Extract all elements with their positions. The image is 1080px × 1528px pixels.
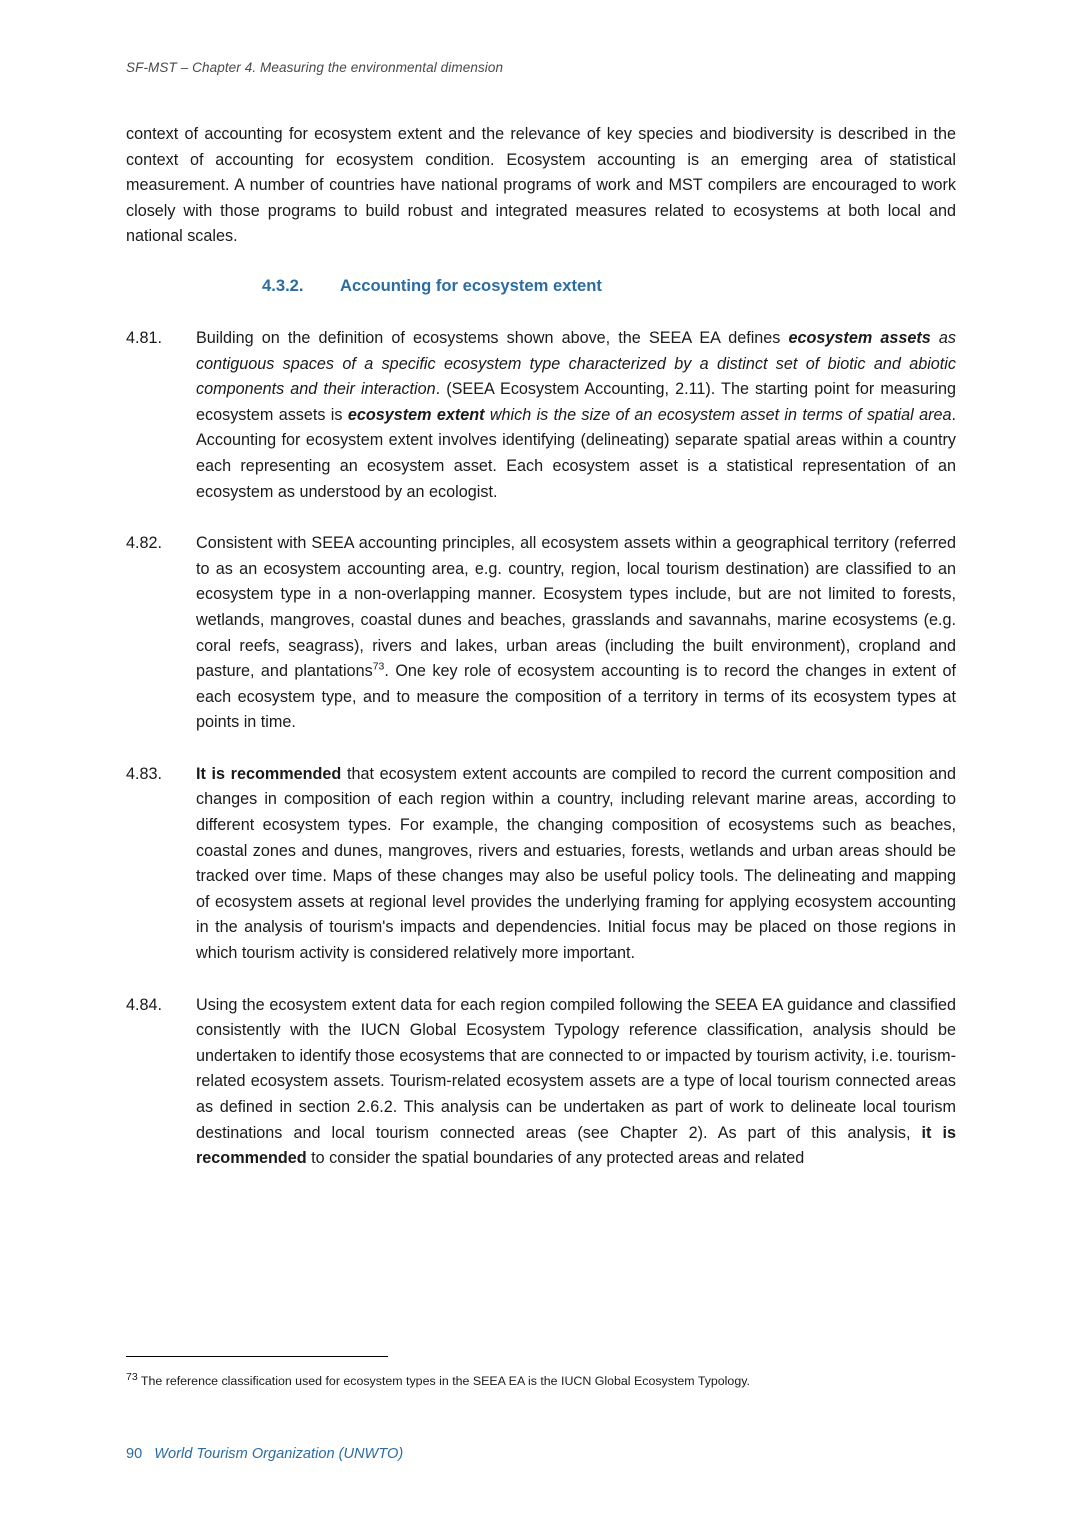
- running-header: SF-MST – Chapter 4. Measuring the environmental dimension: [126, 60, 504, 75]
- paragraph-4-81: [126, 326, 956, 505]
- section-title: Accounting for ecosystem extent: [340, 275, 602, 295]
- paragraph-4-84: [126, 993, 956, 1172]
- paragraph-number: 4.83.: [126, 764, 163, 783]
- paragraph-number: 4.81.: [126, 328, 163, 347]
- paragraph-4-83: [126, 762, 956, 967]
- organization-name: World Tourism Organization (UNWTO): [154, 1446, 404, 1462]
- section-number: 4.3.2.: [262, 275, 304, 295]
- section-heading: [126, 276, 956, 296]
- paragraph-number: 4.84.: [126, 995, 163, 1014]
- footnote-separator: [126, 1356, 388, 1357]
- footnote-73: [126, 1370, 956, 1390]
- paragraph-body: Consistent with SEEA accounting principles, all ecosystem assets within a geographical territory (referred to as an ecosystem accounting area, e.g. country, region, local tourism destination) are classified to an ecosystem type in a non-overlapping manner. Ecosystem types include, but are not limited to forests, wetlands, mangroves, coastal dunes and beaches, grasslands and savannahs, marine ecosystems (e.g. coral reefs, seagrass), rivers and lakes, urban areas (including the built environment), cropland and pasture, and plantations$^{73}$. One key role of ecosystem accounting is to record the changes in extent of each ecosystem type, and to measure the composition of a territory in terms of its ecosystem types at points in time.: [196, 534, 956, 732]
- paragraph-body: Building on the definition of ecosystems shown above, the SEEA EA defines ecosystem assets as contiguous spaces of a specific ecosystem type characterized by a distinct set of biotic and abiotic components and their interaction. (SEEA Ecosystem Accounting, 2.11). The starting point for measuring ecosystem assets is ecosystem extent which is the size of an ecosystem asset in terms of spatial area. Accounting for ecosystem extent involves identifying (delineating) separate spatial areas within a country each representing an ecosystem asset. Each ecosystem asset is a statistical representation of an ecosystem as understood by an ecologist.: [196, 328, 956, 501]
- page-footer: [126, 1446, 403, 1462]
- paragraph-4-82: [126, 531, 956, 736]
- paragraph-body: Using the ecosystem extent data for each region compiled following the SEEA EA guidance and classified consistently with the IUCN Global Ecosystem Typology reference classification, analysis should be undertaken to identify those ecosystems that are connected to or impacted by tourism activity, i.e. tourism-related ecosystem assets. Tourism-related ecosystem assets are a type of local tourism connected areas as defined in section 2.6.2. This analysis can be undertaken as part of work to delineate local tourism destinations and local tourism connected areas (see Chapter 2). As part of this analysis, it is recommended to consider the spatial boundaries of any protected areas and related: [196, 995, 956, 1168]
- footnote-marker: 73: [126, 1370, 138, 1383]
- paragraph-number: 4.82.: [126, 534, 163, 553]
- page-content: [126, 122, 956, 1198]
- numbered-paragraph-list: [126, 326, 956, 1172]
- page-number: 90: [126, 1446, 143, 1462]
- intro-paragraph: context of accounting for ecosystem extent and the relevance of key species and biodiversity is described in the context of accounting for ecosystem condition. Ecosystem accounting is an emerging area of statistical measurement. A number of countries have national programs of work and MST compilers are encouraged to work closely with those programs to build robust and integrated measures related to ecosystems at both local and national scales.: [126, 125, 956, 246]
- footnote-text: The reference classification used for ecosystem types in the SEEA EA is the IUCN Global Ecosystem Typology.: [137, 1374, 750, 1388]
- paragraph-body: It is recommended that ecosystem extent accounts are compiled to record the current composition and changes in composition of each region within a country, including relevant marine areas, according to different ecosystem types. For example, the changing composition of ecosystems such as beaches, coastal zones and dunes, mangroves, rivers and estuaries, forests, wetlands and urban areas should be tracked over time. Maps of these changes may also be useful policy tools. The delineating and mapping of ecosystem assets at regional level provides the underlying framing for applying ecosystem accounting in the analysis of tourism's impacts and dependencies. Initial focus may be placed on those regions in which tourism activity is considered relatively more important.: [196, 764, 956, 963]
